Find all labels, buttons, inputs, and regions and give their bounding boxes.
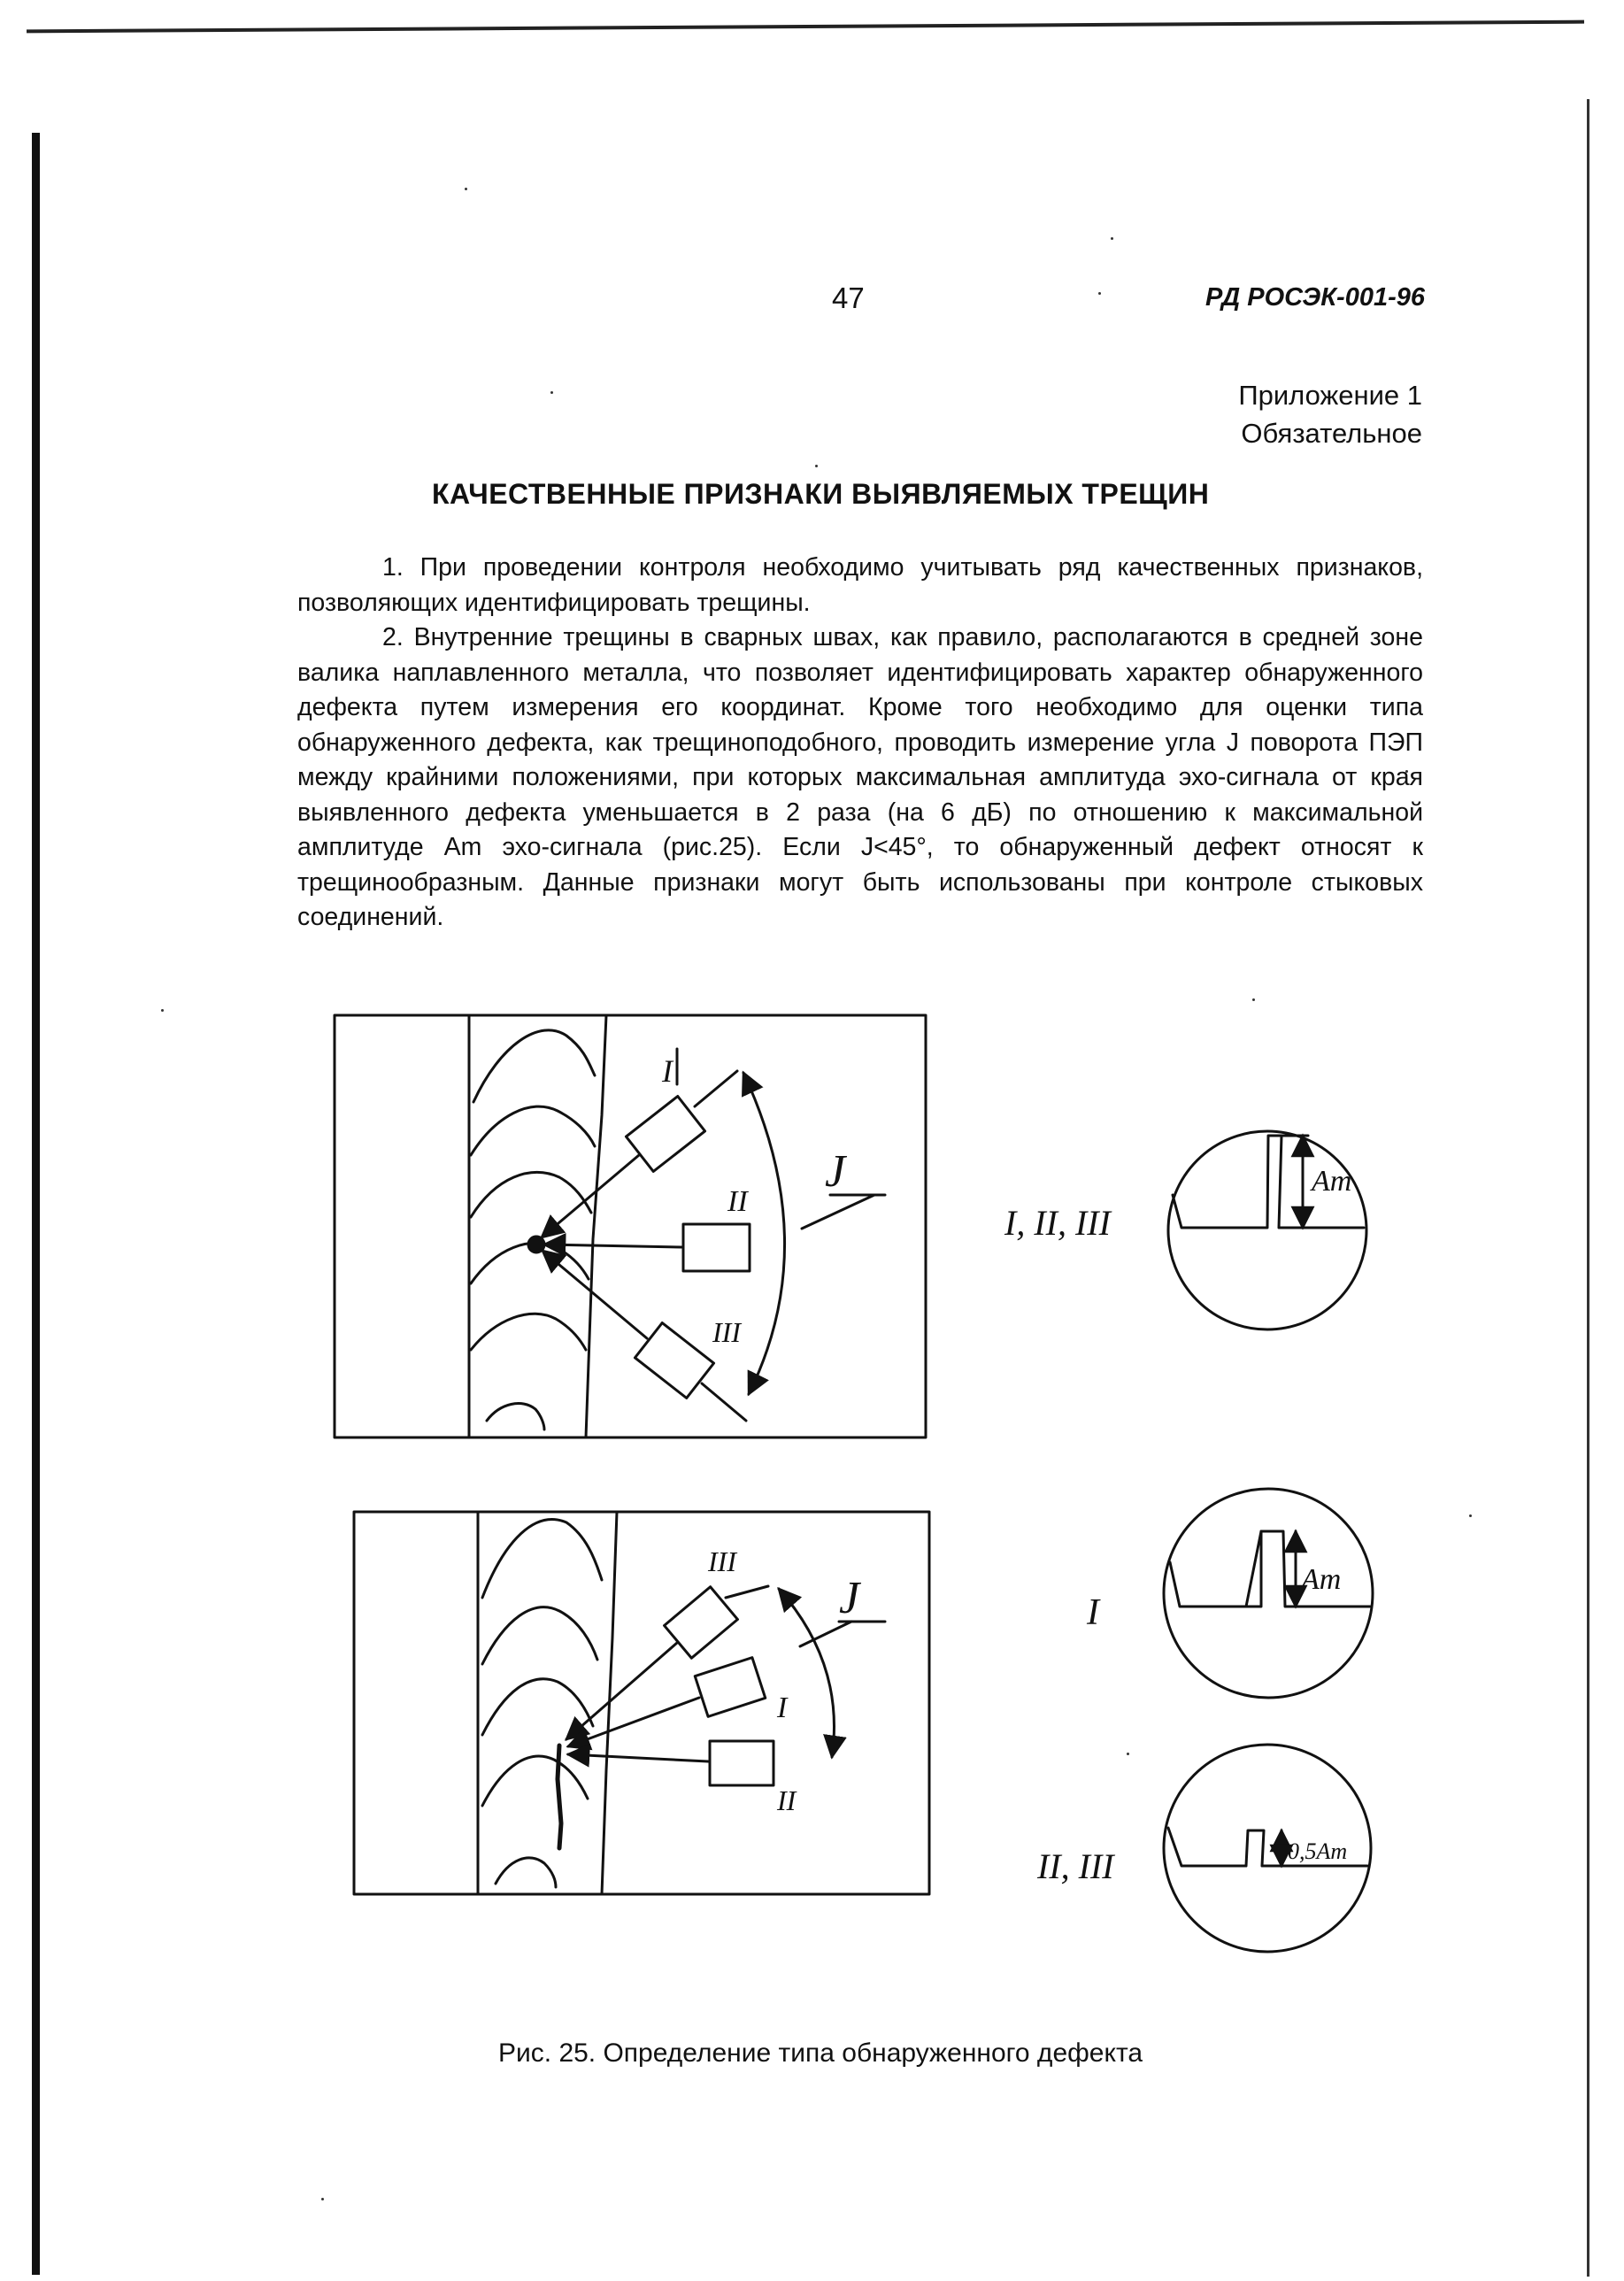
bottom-scope-1-amplitude-label: Am: [1301, 1563, 1342, 1596]
top-probe-III-axis: [702, 1383, 746, 1421]
top-beam-III: [543, 1251, 647, 1338]
top-label-III: III: [712, 1316, 741, 1348]
top-probe-III: [635, 1323, 713, 1399]
top-beam-I: [542, 1155, 639, 1237]
bottom-angle-label: J: [839, 1573, 860, 1623]
top-probe-I: [626, 1097, 704, 1172]
bottom-scope-2-label: II, III: [1037, 1846, 1114, 1886]
figure-caption: Рис. 25. Определение типа обнаруженного дефекта: [498, 2038, 1143, 2068]
bottom-beam-III: [566, 1643, 677, 1739]
top-probe-II: [683, 1224, 750, 1271]
top-diagram-frame: [335, 1015, 926, 1437]
bottom-scope-1-peak-edge: [1246, 1531, 1261, 1607]
top-angle-leader: [802, 1195, 874, 1229]
bottom-diagram-frame: [354, 1512, 929, 1894]
bottom-label-III: III: [708, 1545, 736, 1577]
top-scope: [1168, 1131, 1366, 1329]
bottom-beam-II: [568, 1754, 708, 1761]
bottom-scope-1: [1164, 1489, 1373, 1698]
bottom-crack: [558, 1745, 561, 1848]
top-beam-II: [544, 1245, 681, 1247]
top-weld-ripples: [471, 1030, 595, 1429]
bottom-scope-2-amplitude-label: 0,5Am: [1288, 1838, 1348, 1864]
bottom-angle-arc: [779, 1589, 835, 1757]
appendix-status: Обязательное: [1241, 418, 1422, 449]
page-number: 47: [832, 281, 865, 314]
paragraph-1: 1. При проведении контроля необходимо учитывать ряд качественных признаков, позволяющих идентифицировать трещины.: [297, 553, 1423, 617]
top-scope-amplitude-label: Am: [1312, 1165, 1352, 1198]
top-label-II: II: [727, 1185, 748, 1218]
bottom-label-II: II: [777, 1784, 797, 1816]
bottom-label-I: I: [777, 1691, 788, 1724]
top-label-I: I: [662, 1053, 673, 1089]
bottom-weld-ripples: [482, 1520, 602, 1887]
document-code: РД РОСЭК-001-96: [1205, 283, 1425, 312]
top-probe-I-axis: [695, 1071, 737, 1106]
page-title: КАЧЕСТВЕННЫЕ ПРИЗНАКИ ВЫЯВЛЯЕМЫХ ТРЕЩИН: [432, 478, 1210, 510]
bottom-probe-I: [695, 1658, 766, 1717]
top-weld-boundary-right: [586, 1015, 606, 1437]
top-weld-diagram: [335, 1015, 926, 1437]
top-angle-label: J: [825, 1146, 846, 1197]
bottom-probe-III-axis: [726, 1586, 768, 1598]
bottom-weld-diagram: [354, 1512, 929, 1894]
bottom-probe-II: [710, 1741, 774, 1785]
appendix-number: Приложение 1: [1238, 380, 1422, 411]
top-scope-group-label: I, II, III: [1004, 1203, 1111, 1243]
paragraph-2: 2. Внутренние трещины в сварных швах, как правило, располагаются в средней зоне валика наплавленного металла, что позволяет идентифицировать характер обнаруженного дефекта путем измерения его координат. Кроме того необходимо для оценки типа обнаруженного дефекта, как трещиноподобного, проводить измерение угла J поворота ПЭП между крайними положениями, при которых максимальная амплитуда эхо-сигнала от края выявленного дефекта уменьшается в 2 раза (на 6 дБ) по отношению к максимальной амплитуде Am эхо-сигнала (рис.25). Если J<45°, то обнаруженный дефект относят к трещинообразным. Данные признаки могут быть использованы при контроле стыковых соединений.: [297, 623, 1423, 931]
bottom-angle-leader: [800, 1622, 851, 1646]
bottom-scope-1-circle: [1164, 1489, 1373, 1698]
bottom-scope-1-label: I: [1087, 1592, 1099, 1633]
